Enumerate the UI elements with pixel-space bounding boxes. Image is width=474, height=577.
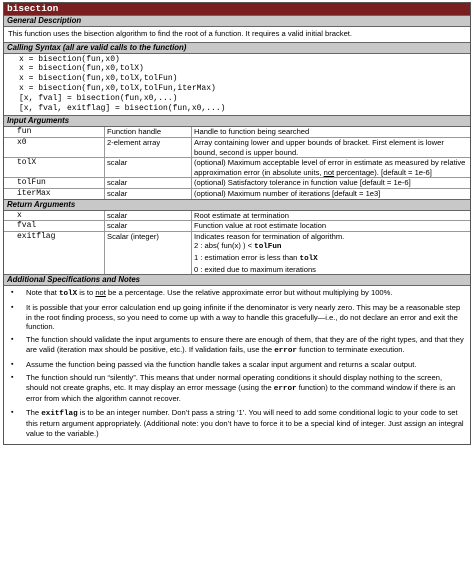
arg-desc: Handle to function being searched — [192, 127, 471, 137]
table-row — [4, 231, 470, 274]
return-arguments-table — [4, 211, 470, 275]
syntax-line: x = bisection(fun,x0) — [19, 54, 120, 64]
list-item: ▪ It is possible that your error calculation end up going infinite if the denominator is very nearly zero. This may be a reasonable step in the root finding process, so you need to come up with a way to handle this gracefully—i.e., do not declare an error and exit the function. — [11, 303, 461, 332]
arg-name: tolX — [4, 158, 105, 178]
arg-type: scalar — [105, 211, 192, 221]
arg-type: Function handle — [105, 127, 192, 137]
bullet-icon: ▪ — [11, 361, 14, 369]
return-arguments-heading: Return Arguments — [4, 199, 470, 211]
calling-syntax-block — [4, 54, 470, 116]
arg-desc: Function value at root estimate location — [192, 221, 471, 232]
list-item: ▪ Note that tolX is to not be a percentage. Use the relative approximate error but without multiplying by 100%. — [11, 288, 393, 299]
spec-page — [3, 2, 471, 445]
syntax-line: x = bisection(fun,x0,tolX,tolFun,iterMax) — [19, 83, 216, 93]
bullet-icon: ▪ — [11, 304, 14, 312]
table-row — [4, 188, 470, 198]
table-row — [4, 221, 470, 232]
input-arguments-table — [4, 127, 470, 198]
notes-heading: Additional Specifications and Notes — [4, 274, 470, 286]
arg-type: scalar — [105, 158, 192, 178]
arg-desc: (optional) Maximum number of iterations [default = 1e3] — [192, 188, 471, 198]
arg-name: tolFun — [4, 178, 105, 189]
arg-type: scalar — [105, 221, 192, 232]
table-row — [4, 178, 470, 189]
bullet-icon: ▪ — [11, 289, 14, 297]
list-item: ▪ The function should run “silently”. This means that under normal operating conditions it should display nothing to the screen, should not create graphs, etc. It may display an error message (using the error function) to the command window if there is an error from which the algorithm cannot recover. — [11, 373, 456, 404]
notes-list — [4, 286, 470, 444]
syntax-line: [x, fval] = bisection(fun,x0,...) — [19, 93, 178, 103]
input-arguments-heading: Input Arguments — [4, 115, 470, 127]
syntax-line: x = bisection(fun,x0,tolX) — [19, 64, 144, 74]
arg-name: x — [17, 210, 22, 220]
arg-desc: Root estimate at termination — [192, 211, 471, 221]
arg-desc: (optional) Maximum acceptable level of error in estimate as measured by relative approximation error (in absolute units, not percentage). [default = 1e-6] — [192, 158, 471, 178]
arg-name: exitflag — [4, 231, 105, 274]
list-item: ▪ The function should validate the input arguments to ensure there are enough of them, that they are of the right types, and that they are valid (iteration max should be positive, etc.). If validation fails, use the error function to terminate execution. — [11, 335, 464, 356]
syntax-line: [x, fval, exitflag] = bisection(fun,x0,...) — [19, 103, 226, 113]
arg-desc: Array containing lower and upper bounds of bracket. First element is lower bound, second is upper bound. — [192, 137, 471, 157]
general-description-text: This function uses the bisection algorithm to find the root of a function. It requires a valid initial bracket. — [8, 29, 353, 38]
table-row — [4, 211, 470, 221]
bullet-icon: ▪ — [11, 374, 14, 382]
arg-name: iterMax — [4, 188, 105, 198]
table-row — [4, 137, 470, 157]
arg-type: Scalar (integer) — [105, 231, 192, 274]
arg-desc: Indicates reason for termination of algorithm. 2 : abs( fun(x) ) < tolFun 1 : estimation error is less than tolX 0 : exited due to maximum iterations — [192, 231, 471, 274]
arg-type: scalar — [105, 178, 192, 189]
bullet-icon: ▪ — [11, 408, 14, 416]
list-item: ▪ The exitflag is to be an integer number. Don’t pass a string ‘1’. You will need to add some conditional logic to your code to set this return argument appropriately. (Additional note: you don’t have to force it to be a special kind of integer. Just assign an integral value to the variable.) — [11, 407, 464, 438]
list-item: ▪ Assume the function being passed via the function handle takes a scalar input argument and returns a scalar output. — [11, 360, 417, 370]
arg-type: 2-element array — [105, 137, 192, 157]
arg-name: fun — [17, 127, 32, 137]
calling-syntax-heading: Calling Syntax (all are valid calls to the function) — [4, 42, 470, 54]
table-row — [4, 127, 470, 137]
arg-type: scalar — [105, 188, 192, 198]
function-title: bisection — [4, 3, 470, 15]
arg-name: fval — [4, 221, 105, 232]
syntax-line: x = bisection(fun,x0,tolX,tolFun) — [19, 74, 178, 84]
table-row — [4, 158, 470, 178]
bullet-icon: ▪ — [11, 336, 14, 344]
arg-name: x0 — [4, 137, 105, 157]
arg-desc: (optional) Satisfactory tolerance in function value [default = 1e-6] — [192, 178, 471, 189]
general-description-heading: General Description — [4, 15, 470, 27]
